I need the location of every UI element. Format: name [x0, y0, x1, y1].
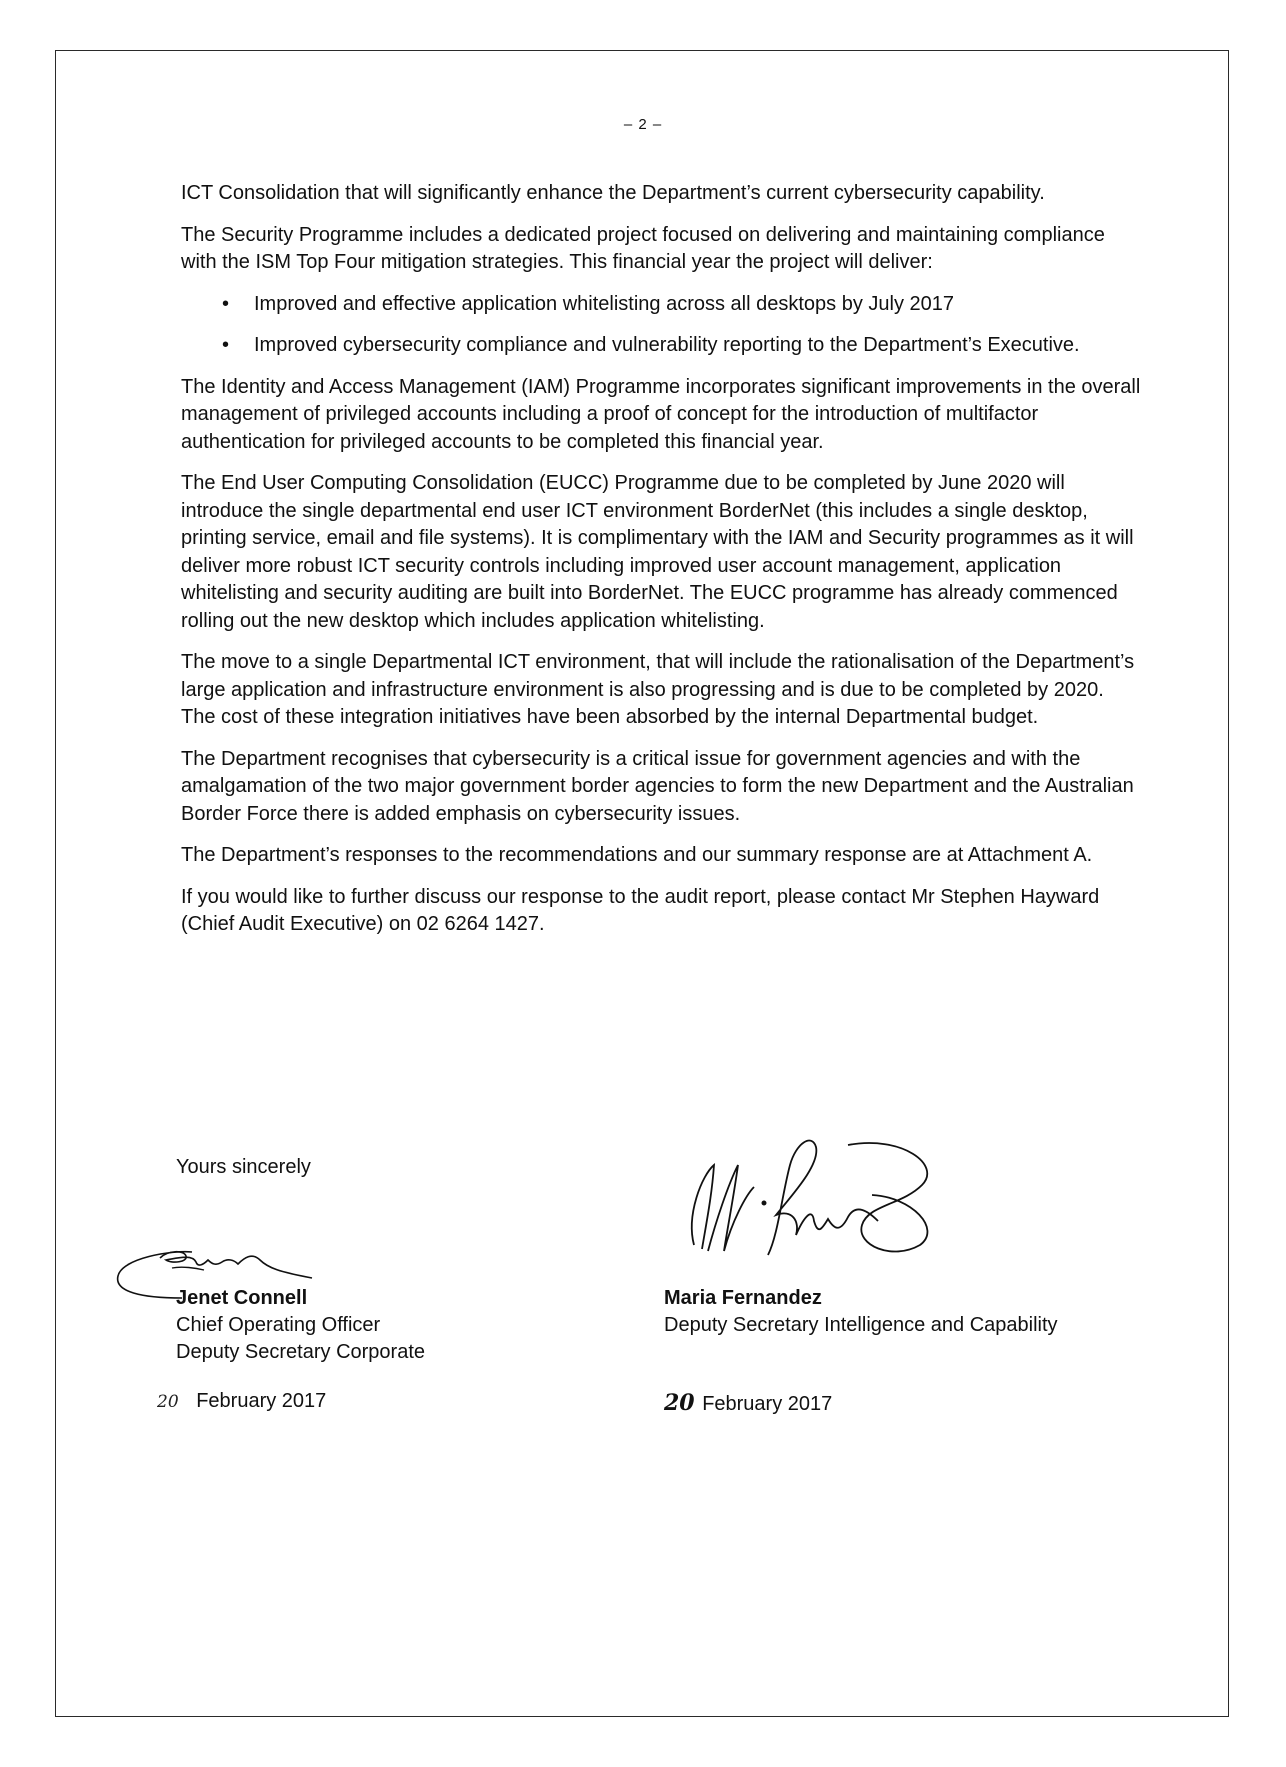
- page-number: – 2 –: [623, 116, 663, 133]
- signatory-left-title-2: Deputy Secretary Corporate: [176, 1341, 426, 1363]
- date-left-text: February 2017: [196, 1390, 327, 1412]
- paragraph-cybersecurity-issue: The Department recognises that cybersecurity is a critical issue for government agencies and with the amalgamation of the two major government border agencies to form the new Department and the Australian Border Force there is added emphasis on cybersecurity issues.: [181, 747, 1134, 825]
- signatory-left-title-1: Chief Operating Officer: [176, 1314, 381, 1336]
- signatory-left-name: Jenet Connell: [176, 1287, 308, 1309]
- paragraph-ict-consolidation: ICT Consolidation that will significantly enhance the Department’s current cybersecurity capability.: [181, 182, 1045, 204]
- date-left-day: 20: [157, 1392, 179, 1412]
- date-left: [157, 1390, 326, 1413]
- paragraph-security-programme: The Security Programme includes a dedicated project focused on delivering and maintaining compliance with the ISM Top Four mitigation strategies. This financial year the project will deliver:: [181, 223, 1105, 273]
- date-right-text: February 2017: [702, 1393, 833, 1415]
- paragraph-single-ict-environment: The move to a single Departmental ICT environment, that will include the rationalisation of the Department’s large application and infrastructure environment is also progressing and is due to be completed by 2020. The cost of these integration initiatives have been absorbed by the internal Departmental budget.: [181, 651, 1135, 728]
- closing-salutation: Yours sincerely: [176, 1156, 311, 1178]
- list-item: [181, 332, 1141, 360]
- paragraph-iam-programme: The Identity and Access Management (IAM) Programme incorporates significant improvements in the overall management of privileged accounts including a proof of concept for the introduction of multifactor authentication for privileged accounts to be completed this financial year.: [181, 375, 1141, 453]
- date-right-day: 20: [664, 1390, 695, 1416]
- deliverables-list: [181, 291, 1141, 360]
- list-item-text: Improved and effective application whitelisting across all desktops by July 2017: [254, 292, 955, 315]
- signatory-right-title-1: Deputy Secretary Intelligence and Capability: [664, 1314, 1058, 1336]
- bullet-icon: •: [222, 292, 230, 315]
- paragraph-responses: The Department’s responses to the recommendations and our summary response are at Attachment A.: [181, 844, 1093, 866]
- paragraph-eucc-programme: The End User Computing Consolidation (EUCC) Programme due to be completed by June 2020 will introduce the single departmental end user ICT environment BorderNet (this includes a single desktop, printing service, email and file systems). It is complimentary with the IAM and Security programmes as it will deliver more robust ICT security controls including improved user account management, application whitelisting and security auditing are built into BorderNet. The EUCC programme has already commenced rolling out the new desktop which includes application whitelisting.: [181, 472, 1134, 632]
- letter-body: [181, 180, 1141, 953]
- list-item: [181, 291, 1141, 319]
- list-item-text: Improved cybersecurity compliance and vulnerability reporting to the Department’s Executive.: [254, 334, 1080, 356]
- bullet-icon: •: [222, 334, 230, 356]
- signature-right-image: [672, 1125, 962, 1275]
- paragraph-contact: If you would like to further discuss our response to the audit report, please contact Mr Stephen Hayward (Chief Audit Executive) on 02 6264 1427.: [181, 885, 1100, 935]
- signatory-left: [176, 1285, 425, 1366]
- signatory-right-name: Maria Fernandez: [664, 1287, 822, 1309]
- signatory-right: [664, 1285, 1058, 1339]
- date-right: [664, 1390, 832, 1416]
